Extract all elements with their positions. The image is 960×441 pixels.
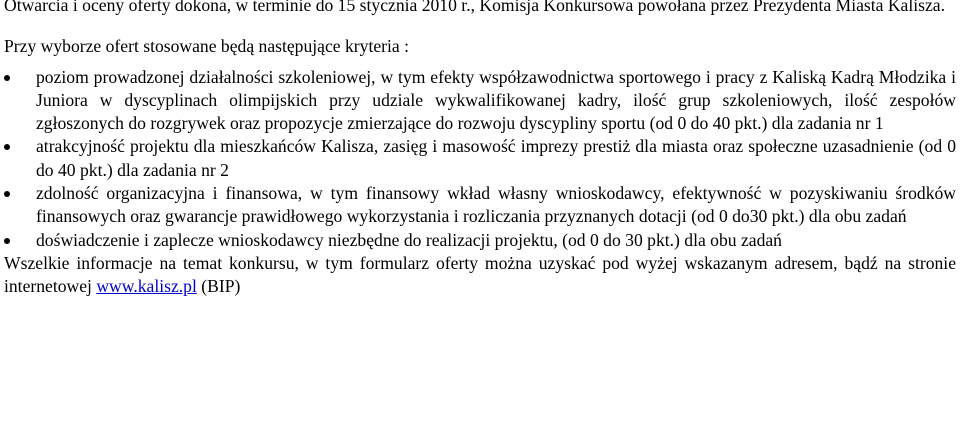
footer-text: Wszelkie informacje na temat konkursu, w tym formularz oferty można uzyskać pod wyżej wskazanym adresem, bądź na stronie internetowej: [4, 252, 956, 297]
criteria-item: [4, 229, 956, 252]
footer-paragraph: [4, 252, 956, 299]
footer-text-end: (BIP): [196, 276, 241, 297]
criteria-heading: Przy wyborze ofert stosowane będą następujące kryteria :: [4, 36, 409, 57]
criteria-item: [4, 182, 956, 229]
criteria-item-text: doświadczenie i zaplecze wnioskodawcy niezbędne do realizacji projektu, (od 0 do 30 pkt.) dla obu zadań: [36, 229, 782, 250]
website-link[interactable]: www.kalisz.pl: [96, 276, 197, 297]
criteria-item: [4, 66, 956, 136]
criteria-item-text: atrakcyjność projektu dla mieszkańców Kalisza, zasięg i masowość imprezy prestiż dla miasta oraz społeczne uzasadnienie (od 0 do 40 pkt.) dla zadania nr 2: [36, 136, 956, 180]
criteria-list: [4, 66, 956, 252]
intro-paragraph: Otwarcia i oceny oferty dokona, w terminie do 15 stycznia 2010 r., Komisja Konkursowa powołana przez Prezydenta Miasta Kalisza.: [4, 0, 945, 15]
criteria-item-text: zdolność organizacyjna i finansowa, w tym finansowy wkład własny wnioskodawcy, efektywność w pozyskiwaniu środków finansowych oraz gwarancje prawidłowego wykorzystania i rozliczania przyznanych dotacji (od 0 do30 pkt.) dla obu zadań: [36, 183, 956, 227]
bullet-icon: [4, 238, 10, 244]
criteria-item: [4, 135, 956, 182]
bullet-icon: [4, 144, 10, 150]
criteria-item-text: poziom prowadzonej działalności szkoleniowej, w tym efekty współzawodnictwa sportowego i pracy z Kaliską Kadrą Młodzika i Juniora w dyscyplinach olimpijskich przy udziale wykwalifikowanej kadry, ilość grup szkoleniowych, ilość zespołów zgłoszonych do rozgrywek oraz propozycje zmierzające do rozwoju dyscypliny sportu (od 0 do 40 pkt.) dla zadania nr 1: [36, 66, 956, 134]
bullet-icon: [4, 75, 10, 81]
bullet-icon: [4, 191, 10, 197]
